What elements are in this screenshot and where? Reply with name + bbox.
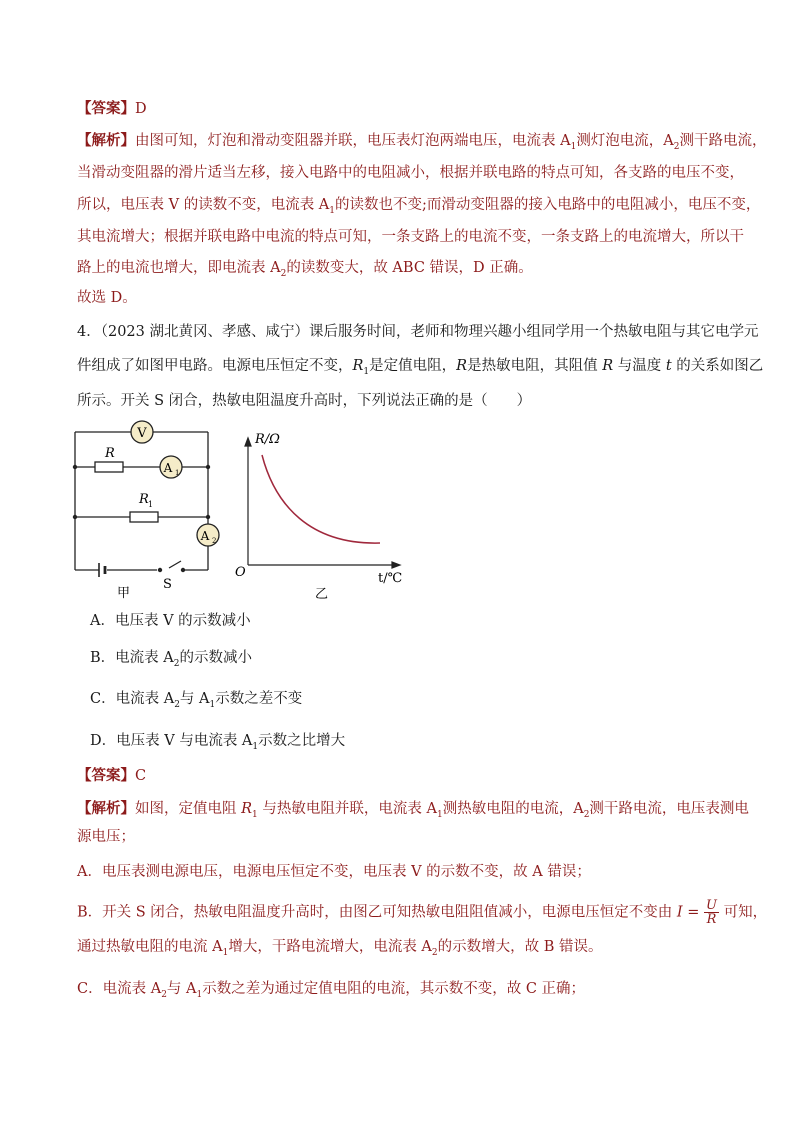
analysis-text: B．开关 S 闭合，热敏电阻温度升高时，由图乙可知热敏电阻阻值减小，电源电压恒定不变由 <box>77 904 677 921</box>
formula-fraction <box>704 899 719 926</box>
subscript: 2 <box>280 268 287 279</box>
question-text: 的关系如图乙 <box>671 358 764 374</box>
resistor-r1-sub: 1 <box>148 500 154 509</box>
formula-equals: = <box>682 904 705 921</box>
analysis-conclusion: 故选 D。 <box>77 290 137 306</box>
option-text: 的示数减小 <box>179 650 252 666</box>
ammeter-a2-sub: 2 <box>212 537 217 545</box>
subscript: 2 <box>161 989 167 1000</box>
voltmeter-label: V <box>137 426 147 441</box>
subscript: 1 <box>329 205 336 216</box>
analysis-text: 由图可知，灯泡和滑动变阻器并联，电压表灯泡两端电压，电流表 A <box>135 133 571 149</box>
subscript: 1 <box>436 809 443 820</box>
question-text: 是热敏电阻，其阻值 <box>467 358 603 374</box>
analysis-line-3 <box>77 195 760 221</box>
answer-tag: 【答案】 <box>77 100 135 117</box>
subscript: 1 <box>252 741 259 752</box>
analysis-text: 的读数变大，故 ABC 错误，D 正确。 <box>286 260 533 276</box>
resistance-temperature-graph <box>230 425 410 605</box>
symbol: R <box>352 358 364 374</box>
analysis-text: 可知， <box>719 904 768 921</box>
analysis-text: 的示数增大，故 B 错误。 <box>437 939 603 955</box>
analysis-text: 测灯泡电流，A <box>576 133 674 149</box>
question-text: 是定值电阻， <box>369 358 457 374</box>
formula-numerator: U <box>706 898 717 913</box>
analysis2-line-c <box>77 979 585 1005</box>
ammeter-a1-sub: 1 <box>175 469 180 477</box>
analysis-line-4: 其电流增大；根据并联电路中电流的特点可知，一条支路上的电流不变，一条支路上的电流增大，所以干 <box>77 229 744 245</box>
option-d <box>90 731 345 757</box>
graph-caption: 乙 <box>315 587 329 602</box>
analysis-text: 如图，定值电阻 <box>135 801 242 817</box>
option-text: 示数之差不变 <box>215 691 303 707</box>
resistor-r-label: R <box>105 446 115 461</box>
subscript: 1 <box>196 989 203 1000</box>
analysis-text: 与热敏电阻并联，电流表 A <box>257 801 437 817</box>
answer-tag: 【答案】 <box>77 767 135 784</box>
analysis-text: 测热敏电阻的电流，A <box>442 801 584 817</box>
analysis-text: 所以，电压表 V 的读数不变，电流表 A <box>77 197 330 213</box>
formula-current: I <box>676 904 683 921</box>
analysis-text: 路上的电流也增大，即电流表 A <box>77 260 281 276</box>
option-text: 示数之比增大 <box>258 733 346 749</box>
resistance-curve <box>262 455 380 543</box>
analysis-tag: 【解析】 <box>77 800 135 817</box>
analysis-text: 与 A <box>166 981 197 997</box>
answer-value: C <box>135 768 147 784</box>
analysis-line-5 <box>77 258 533 284</box>
option-a: A．电压表 V 的示数减小 <box>90 613 251 629</box>
option-text: D．电压表 V 与电流表 A <box>90 733 253 749</box>
analysis2-line-a: A．电压表测电源电压，电源电压恒定不变，电压表 V 的示数不变，故 A 错误； <box>77 864 591 880</box>
option-c <box>90 689 302 715</box>
question-line-3: 所示。开关 S 闭合，热敏电阻温度升高时，下列说法正确的是（ ） <box>77 393 532 409</box>
voltmeter-icon <box>131 421 153 443</box>
ammeter-a2-label: A <box>200 529 210 543</box>
subscript: 1 <box>222 947 229 958</box>
answer-line-1 <box>77 99 147 119</box>
graph-x-label: t/℃ <box>378 571 403 586</box>
analysis-text: 的读数也不变;而滑动变阻器的接入电路中的电阻减小，电压不变， <box>335 197 761 213</box>
analysis-text: 测干路电流， <box>679 133 767 149</box>
question-line-1: 4．（2023 湖北黄冈、孝感、咸宁）课后服务时间，老师和物理兴趣小组同学用一个热敏电阻与其它电学元 <box>77 324 759 340</box>
subscript: 2 <box>174 699 180 710</box>
analysis2-line-1 <box>77 799 749 825</box>
circuit-caption: 甲 <box>117 586 131 601</box>
option-b <box>90 648 252 674</box>
symbol: R <box>602 358 614 374</box>
analysis-text: 通过热敏电阻的电流 A <box>77 939 223 955</box>
analysis-line-2: 当滑动变阻器的滑片适当左移，接入电路中的电阻减小，根据并联电路的特点可知，各支路的电压不变， <box>77 165 744 181</box>
subscript: 2 <box>583 809 590 820</box>
option-text: 与 A <box>179 691 210 707</box>
ammeter-a1-icon <box>160 456 182 478</box>
analysis2-line-b2 <box>77 937 603 963</box>
answer-value: D <box>135 101 147 117</box>
ammeter-a2-icon <box>197 524 219 546</box>
graph-y-label: R/Ω <box>255 432 280 447</box>
symbol: R <box>456 358 468 374</box>
question-text: 件组成了如图甲电路。电源电压恒定不变， <box>77 358 353 374</box>
subscript: 2 <box>173 658 180 669</box>
analysis-line-1 <box>77 131 767 157</box>
symbol: t <box>665 358 672 374</box>
analysis-text: 测干路电流，电压表测电 <box>589 801 749 817</box>
option-text: B．电流表 A <box>90 650 174 666</box>
analysis-text: C．电流表 A <box>77 981 162 997</box>
subscript: 2 <box>431 947 438 958</box>
subscript: 1 <box>363 366 370 377</box>
option-text: C．电流表 A <box>90 691 175 707</box>
ammeter-a1-label: A <box>163 461 173 475</box>
subscript: 1 <box>209 699 216 710</box>
analysis2-line-2: 源电压； <box>77 829 135 845</box>
subscript: 1 <box>252 809 258 820</box>
graph-origin: O <box>235 565 246 580</box>
subscript: 1 <box>570 141 577 152</box>
circuit-diagram <box>65 420 225 605</box>
answer-line-2 <box>77 766 146 786</box>
subscript: 2 <box>673 141 680 152</box>
analysis-tag: 【解析】 <box>77 132 135 149</box>
switch-label: S <box>163 577 172 592</box>
analysis-text: 增大，干路电流增大，电流表 A <box>228 939 432 955</box>
resistor-r1-label: R <box>139 492 149 507</box>
question-text: 与温度 <box>613 358 666 374</box>
symbol: R <box>241 801 253 817</box>
formula-denominator: R <box>706 912 717 927</box>
analysis-text: 示数之差为通过定值电阻的电流，其示数不变，故 C 正确； <box>202 981 586 997</box>
analysis2-line-b1 <box>77 899 767 926</box>
question-line-2 <box>77 356 763 382</box>
